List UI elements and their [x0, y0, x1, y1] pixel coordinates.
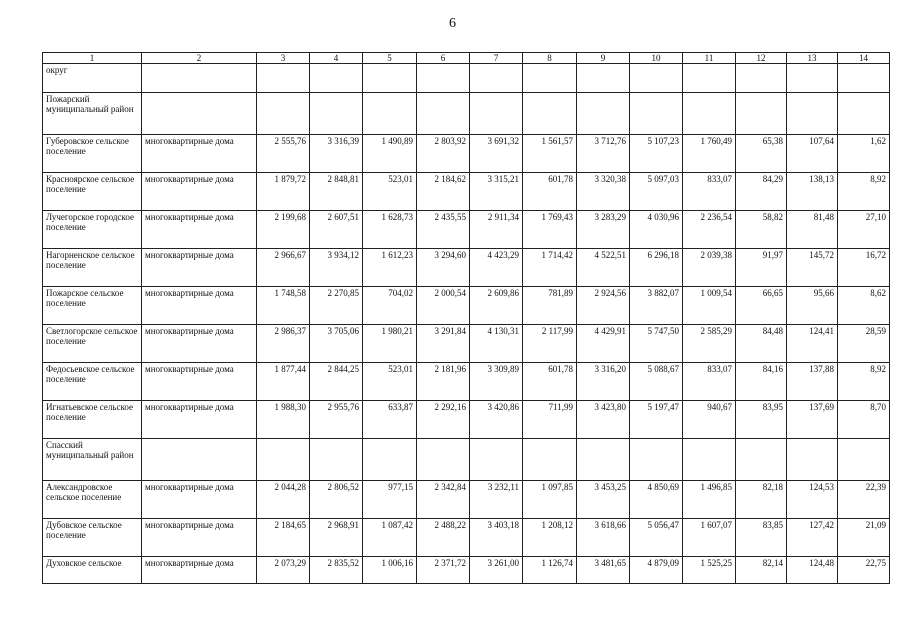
- municipality-name-cell: Пожарское сельское поселение: [43, 287, 142, 325]
- value-cell-col-12: 84,16: [736, 363, 787, 401]
- value-cell-col-3: 1 748,58: [257, 287, 310, 325]
- value-cell-col-4: 2 844,25: [310, 363, 363, 401]
- housing-type-cell: многоквартирные дома: [142, 211, 257, 249]
- value-cell-col-7: 2 609,86: [470, 287, 523, 325]
- value-cell-col-5: 523,01: [363, 363, 417, 401]
- value-cell-col-3: [257, 439, 310, 481]
- housing-type-cell: многоквартирные дома: [142, 287, 257, 325]
- value-cell-col-4: 3 316,39: [310, 135, 363, 173]
- municipality-name-cell: округ: [43, 64, 142, 93]
- value-cell-col-8: 601,78: [523, 173, 577, 211]
- municipality-name-cell: Губеровское сельское поселение: [43, 135, 142, 173]
- value-cell-col-5: 977,15: [363, 481, 417, 519]
- value-cell-col-8: [523, 439, 577, 481]
- table-row: [43, 439, 890, 481]
- value-cell-col-10: 3 882,07: [630, 287, 683, 325]
- housing-type-cell: многоквартирные дома: [142, 557, 257, 584]
- column-number-3: 3: [257, 53, 310, 64]
- value-cell-col-13: 127,42: [787, 519, 838, 557]
- value-cell-col-13: 138,13: [787, 173, 838, 211]
- value-cell-col-5: 1 628,73: [363, 211, 417, 249]
- value-cell-col-6: 2 181,96: [417, 363, 470, 401]
- municipality-name-cell: Духовское сельское: [43, 557, 142, 584]
- value-cell-col-14: 8,62: [838, 287, 890, 325]
- value-cell-col-11: 940,67: [683, 401, 736, 439]
- municipality-name-cell: Спасский муниципальный район: [43, 439, 142, 481]
- housing-type-cell: [142, 93, 257, 135]
- value-cell-col-13: 81,48: [787, 211, 838, 249]
- value-cell-col-11: 833,07: [683, 363, 736, 401]
- value-cell-col-3: 2 986,37: [257, 325, 310, 363]
- housing-type-cell: многоквартирные дома: [142, 481, 257, 519]
- value-cell-col-4: 2 955,76: [310, 401, 363, 439]
- value-cell-col-9: 3 481,65: [577, 557, 630, 584]
- table-row: [43, 211, 890, 249]
- value-cell-col-5: 523,01: [363, 173, 417, 211]
- value-cell-col-14: 16,72: [838, 249, 890, 287]
- value-cell-col-11: [683, 64, 736, 93]
- value-cell-col-4: [310, 93, 363, 135]
- value-cell-col-7: 3 261,00: [470, 557, 523, 584]
- value-cell-col-3: 2 044,28: [257, 481, 310, 519]
- value-cell-col-6: 3 294,60: [417, 249, 470, 287]
- value-cell-col-14: 22,39: [838, 481, 890, 519]
- column-number-2: 2: [142, 53, 257, 64]
- value-cell-col-4: 2 270,85: [310, 287, 363, 325]
- table-row: [43, 93, 890, 135]
- housing-type-cell: [142, 439, 257, 481]
- value-cell-col-12: [736, 439, 787, 481]
- value-cell-col-9: 3 316,20: [577, 363, 630, 401]
- value-cell-col-7: 4 423,29: [470, 249, 523, 287]
- value-cell-col-6: 2 342,84: [417, 481, 470, 519]
- value-cell-col-9: 3 320,38: [577, 173, 630, 211]
- value-cell-col-11: 2 585,29: [683, 325, 736, 363]
- value-cell-col-5: 704,02: [363, 287, 417, 325]
- value-cell-col-8: 1 561,57: [523, 135, 577, 173]
- value-cell-col-10: 5 088,67: [630, 363, 683, 401]
- column-number-7: 7: [470, 53, 523, 64]
- value-cell-col-6: [417, 64, 470, 93]
- value-cell-col-3: 2 966,67: [257, 249, 310, 287]
- value-cell-col-9: [577, 93, 630, 135]
- value-cell-col-3: [257, 64, 310, 93]
- value-cell-col-14: 1,62: [838, 135, 890, 173]
- value-cell-col-5: 1 612,23: [363, 249, 417, 287]
- housing-type-cell: многоквартирные дома: [142, 325, 257, 363]
- table-body: [43, 64, 890, 584]
- column-number-1: 1: [43, 53, 142, 64]
- value-cell-col-8: [523, 64, 577, 93]
- value-cell-col-11: 1 009,54: [683, 287, 736, 325]
- value-cell-col-9: [577, 64, 630, 93]
- municipality-name-cell: Красноярское сельское поселение: [43, 173, 142, 211]
- value-cell-col-3: [257, 93, 310, 135]
- value-cell-col-6: 3 291,84: [417, 325, 470, 363]
- value-cell-col-10: [630, 93, 683, 135]
- value-cell-col-8: 1 126,74: [523, 557, 577, 584]
- column-number-13: 13: [787, 53, 838, 64]
- value-cell-col-14: 8,70: [838, 401, 890, 439]
- value-cell-col-8: 1 208,12: [523, 519, 577, 557]
- table-row: [43, 519, 890, 557]
- value-cell-col-13: [787, 439, 838, 481]
- column-number-9: 9: [577, 53, 630, 64]
- value-cell-col-11: [683, 93, 736, 135]
- column-number-5: 5: [363, 53, 417, 64]
- housing-type-cell: многоквартирные дома: [142, 249, 257, 287]
- table-row: [43, 325, 890, 363]
- value-cell-col-13: [787, 93, 838, 135]
- value-cell-col-5: 1 980,21: [363, 325, 417, 363]
- value-cell-col-6: 2 488,22: [417, 519, 470, 557]
- value-cell-col-14: 8,92: [838, 363, 890, 401]
- value-cell-col-5: 1 490,89: [363, 135, 417, 173]
- value-cell-col-6: [417, 439, 470, 481]
- value-cell-col-3: 1 879,72: [257, 173, 310, 211]
- value-cell-col-11: 833,07: [683, 173, 736, 211]
- value-cell-col-7: 4 130,31: [470, 325, 523, 363]
- value-cell-col-7: 2 911,34: [470, 211, 523, 249]
- municipality-name-cell: Пожарский муниципальный район: [43, 93, 142, 135]
- housing-type-cell: многоквартирные дома: [142, 135, 257, 173]
- value-cell-col-10: 4 879,09: [630, 557, 683, 584]
- tariff-table: [42, 52, 890, 584]
- value-cell-col-13: 124,41: [787, 325, 838, 363]
- value-cell-col-14: 8,92: [838, 173, 890, 211]
- value-cell-col-11: 1 496,85: [683, 481, 736, 519]
- value-cell-col-7: 3 691,32: [470, 135, 523, 173]
- value-cell-col-8: 1 714,42: [523, 249, 577, 287]
- municipality-name-cell: Дубовское сельское поселение: [43, 519, 142, 557]
- value-cell-col-6: 2 435,55: [417, 211, 470, 249]
- value-cell-col-10: 4 850,69: [630, 481, 683, 519]
- value-cell-col-9: 3 283,29: [577, 211, 630, 249]
- municipality-name-cell: Нагорненское сельское поселение: [43, 249, 142, 287]
- value-cell-col-8: 2 117,99: [523, 325, 577, 363]
- page-number: 6: [449, 16, 456, 31]
- value-cell-col-11: 1 607,07: [683, 519, 736, 557]
- value-cell-col-12: [736, 93, 787, 135]
- column-number-4: 4: [310, 53, 363, 64]
- value-cell-col-3: 2 073,29: [257, 557, 310, 584]
- table-row: [43, 249, 890, 287]
- value-cell-col-10: 4 030,96: [630, 211, 683, 249]
- value-cell-col-7: 3 403,18: [470, 519, 523, 557]
- value-cell-col-3: 1 877,44: [257, 363, 310, 401]
- value-cell-col-3: 2 184,65: [257, 519, 310, 557]
- value-cell-col-9: 3 453,25: [577, 481, 630, 519]
- value-cell-col-6: 2 184,62: [417, 173, 470, 211]
- value-cell-col-14: 28,59: [838, 325, 890, 363]
- value-cell-col-9: 3 618,66: [577, 519, 630, 557]
- value-cell-col-14: [838, 64, 890, 93]
- municipality-name-cell: Лучегорское городское поселение: [43, 211, 142, 249]
- housing-type-cell: многоквартирные дома: [142, 173, 257, 211]
- value-cell-col-9: 4 522,51: [577, 249, 630, 287]
- column-number-11: 11: [683, 53, 736, 64]
- value-cell-col-12: 91,97: [736, 249, 787, 287]
- value-cell-col-12: 83,95: [736, 401, 787, 439]
- value-cell-col-3: 1 988,30: [257, 401, 310, 439]
- value-cell-col-5: 1 087,42: [363, 519, 417, 557]
- column-number-8: 8: [523, 53, 577, 64]
- value-cell-col-9: 3 423,80: [577, 401, 630, 439]
- value-cell-col-4: 2 848,81: [310, 173, 363, 211]
- value-cell-col-13: 137,88: [787, 363, 838, 401]
- value-cell-col-12: 82,14: [736, 557, 787, 584]
- column-number-12: 12: [736, 53, 787, 64]
- value-cell-col-14: [838, 93, 890, 135]
- value-cell-col-13: 107,64: [787, 135, 838, 173]
- value-cell-col-5: [363, 64, 417, 93]
- value-cell-col-8: 781,89: [523, 287, 577, 325]
- value-cell-col-7: [470, 64, 523, 93]
- value-cell-col-8: [523, 93, 577, 135]
- value-cell-col-12: 65,38: [736, 135, 787, 173]
- value-cell-col-12: 66,65: [736, 287, 787, 325]
- value-cell-col-7: 3 420,86: [470, 401, 523, 439]
- value-cell-col-7: [470, 93, 523, 135]
- value-cell-col-10: 5 747,50: [630, 325, 683, 363]
- value-cell-col-14: 27,10: [838, 211, 890, 249]
- value-cell-col-9: 3 712,76: [577, 135, 630, 173]
- value-cell-col-12: 83,85: [736, 519, 787, 557]
- value-cell-col-12: 84,48: [736, 325, 787, 363]
- housing-type-cell: многоквартирные дома: [142, 363, 257, 401]
- value-cell-col-3: 2 555,76: [257, 135, 310, 173]
- municipality-name-cell: Светлогорское сельское поселение: [43, 325, 142, 363]
- municipality-name-cell: Федосьевское сельское поселение: [43, 363, 142, 401]
- value-cell-col-7: 3 315,21: [470, 173, 523, 211]
- value-cell-col-13: [787, 64, 838, 93]
- value-cell-col-10: [630, 439, 683, 481]
- table-header: [43, 53, 890, 64]
- value-cell-col-5: [363, 93, 417, 135]
- value-cell-col-11: 2 236,54: [683, 211, 736, 249]
- value-cell-col-13: 95,66: [787, 287, 838, 325]
- value-cell-col-14: 22,75: [838, 557, 890, 584]
- value-cell-col-12: 58,82: [736, 211, 787, 249]
- table-row: [43, 135, 890, 173]
- housing-type-cell: [142, 64, 257, 93]
- value-cell-col-7: [470, 439, 523, 481]
- value-cell-col-6: 2 292,16: [417, 401, 470, 439]
- value-cell-col-14: [838, 439, 890, 481]
- value-cell-col-10: 5 056,47: [630, 519, 683, 557]
- value-cell-col-10: 5 097,03: [630, 173, 683, 211]
- column-number-10: 10: [630, 53, 683, 64]
- table-row: [43, 401, 890, 439]
- value-cell-col-4: 3 934,12: [310, 249, 363, 287]
- value-cell-col-5: 1 006,16: [363, 557, 417, 584]
- table-row: [43, 287, 890, 325]
- value-cell-col-10: 5 197,47: [630, 401, 683, 439]
- value-cell-col-5: [363, 439, 417, 481]
- value-cell-col-11: 1 525,25: [683, 557, 736, 584]
- value-cell-col-12: [736, 64, 787, 93]
- value-cell-col-8: 601,78: [523, 363, 577, 401]
- value-cell-col-7: 3 309,89: [470, 363, 523, 401]
- table-row: [43, 481, 890, 519]
- value-cell-col-4: 2 607,51: [310, 211, 363, 249]
- value-cell-col-13: 124,53: [787, 481, 838, 519]
- value-cell-col-10: [630, 64, 683, 93]
- housing-type-cell: многоквартирные дома: [142, 519, 257, 557]
- value-cell-col-7: 3 232,11: [470, 481, 523, 519]
- value-cell-col-12: 82,18: [736, 481, 787, 519]
- value-cell-col-4: 2 968,91: [310, 519, 363, 557]
- municipality-name-cell: Александровское сельское поселение: [43, 481, 142, 519]
- value-cell-col-8: 1 769,43: [523, 211, 577, 249]
- value-cell-col-5: 633,87: [363, 401, 417, 439]
- value-cell-col-6: 2 803,92: [417, 135, 470, 173]
- value-cell-col-10: 6 296,18: [630, 249, 683, 287]
- value-cell-col-14: 21,09: [838, 519, 890, 557]
- value-cell-col-9: [577, 439, 630, 481]
- housing-type-cell: многоквартирные дома: [142, 401, 257, 439]
- value-cell-col-11: [683, 439, 736, 481]
- value-cell-col-4: 2 835,52: [310, 557, 363, 584]
- value-cell-col-6: 2 000,54: [417, 287, 470, 325]
- table-row: [43, 363, 890, 401]
- column-number-14: 14: [838, 53, 890, 64]
- table-row: [43, 557, 890, 584]
- value-cell-col-10: 5 107,23: [630, 135, 683, 173]
- value-cell-col-13: 137,69: [787, 401, 838, 439]
- value-cell-col-6: 2 371,72: [417, 557, 470, 584]
- table-row: [43, 64, 890, 93]
- value-cell-col-9: 4 429,91: [577, 325, 630, 363]
- value-cell-col-3: 2 199,68: [257, 211, 310, 249]
- value-cell-col-13: 124,48: [787, 557, 838, 584]
- value-cell-col-13: 145,72: [787, 249, 838, 287]
- value-cell-col-11: 2 039,38: [683, 249, 736, 287]
- value-cell-col-4: [310, 439, 363, 481]
- value-cell-col-4: [310, 64, 363, 93]
- value-cell-col-4: 2 806,52: [310, 481, 363, 519]
- municipality-name-cell: Игнатьевское сельское поселение: [43, 401, 142, 439]
- value-cell-col-6: [417, 93, 470, 135]
- value-cell-col-11: 1 760,49: [683, 135, 736, 173]
- table-row: [43, 173, 890, 211]
- value-cell-col-8: 711,99: [523, 401, 577, 439]
- column-number-row: [43, 53, 890, 64]
- column-number-6: 6: [417, 53, 470, 64]
- value-cell-col-9: 2 924,56: [577, 287, 630, 325]
- value-cell-col-4: 3 705,06: [310, 325, 363, 363]
- value-cell-col-12: 84,29: [736, 173, 787, 211]
- value-cell-col-8: 1 097,85: [523, 481, 577, 519]
